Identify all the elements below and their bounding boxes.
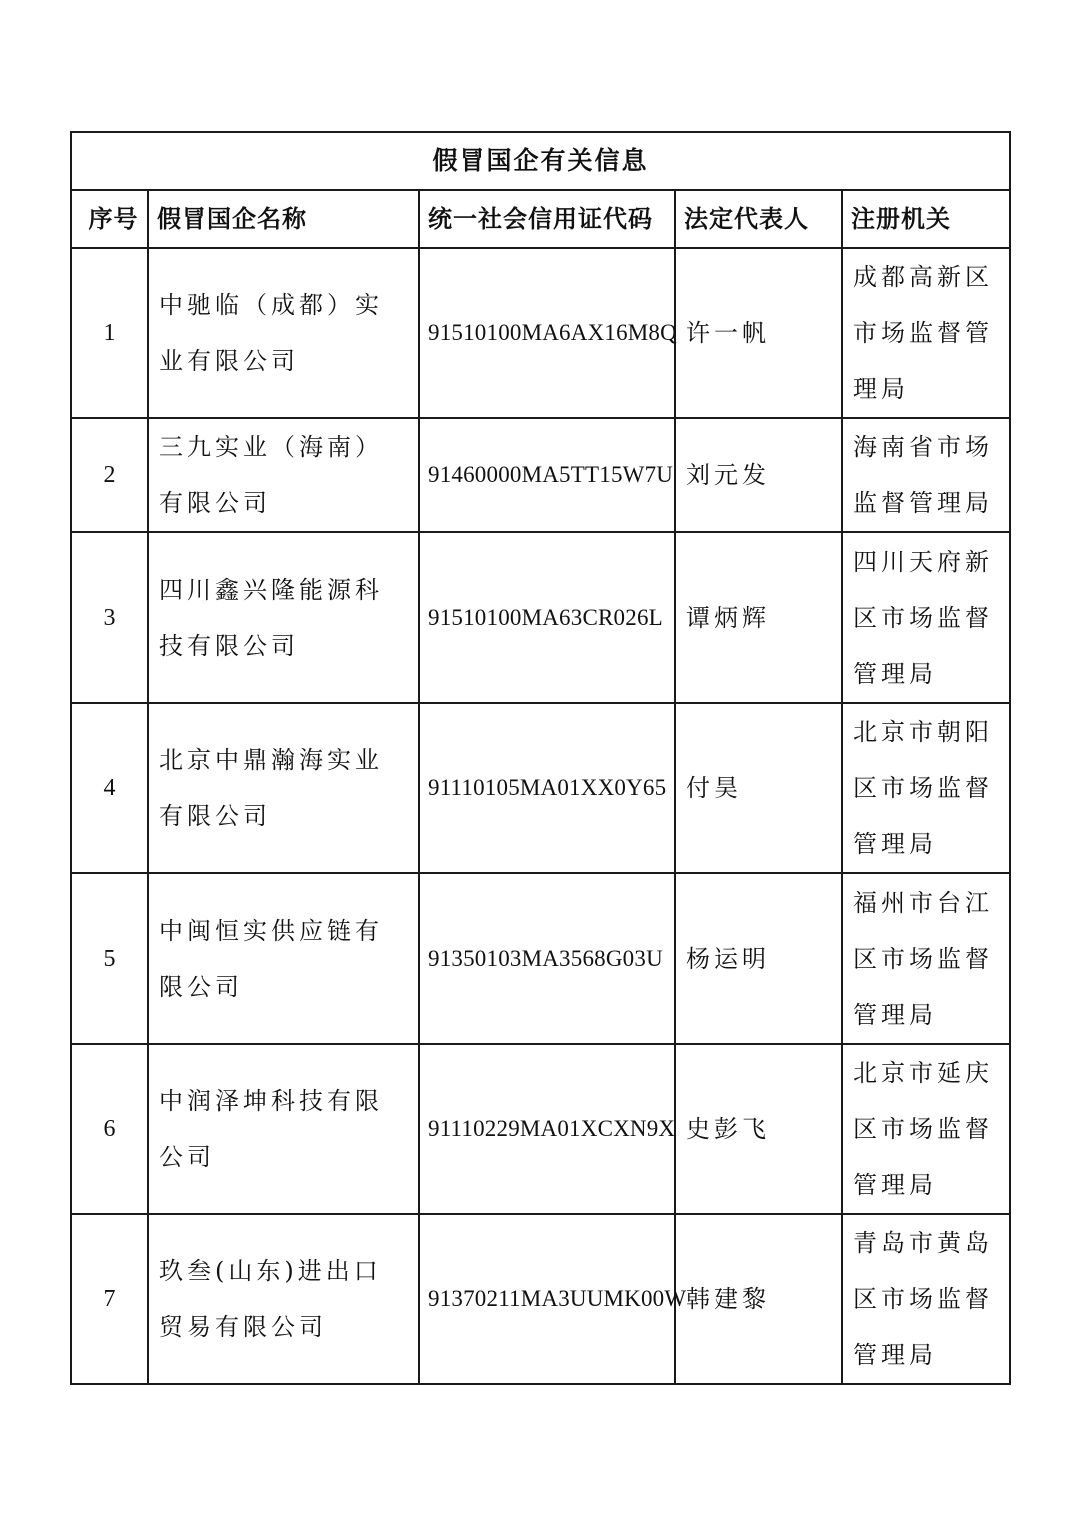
cell-registration-authority: 成都高新区市场监督管理局 — [842, 248, 1010, 418]
header-company-name: 假冒国企名称 — [148, 190, 419, 248]
table-row — [71, 1044, 1010, 1214]
header-registration-authority: 注册机关 — [842, 190, 1010, 248]
cell-serial-number: 6 — [71, 1044, 148, 1214]
cell-serial-number: 2 — [71, 418, 148, 532]
cell-legal-representative: 付昊 — [675, 703, 842, 873]
cell-serial-number: 3 — [71, 532, 148, 703]
cell-serial-number: 1 — [71, 248, 148, 418]
header-legal-representative: 法定代表人 — [675, 190, 842, 248]
fake-soe-info-table — [70, 131, 1011, 1385]
table-row — [71, 873, 1010, 1044]
table-row — [71, 1214, 1010, 1384]
cell-registration-authority: 海南省市场监督管理局 — [842, 418, 1010, 532]
table-row — [71, 248, 1010, 418]
table-row — [71, 703, 1010, 873]
cell-credit-code: 91510100MA6AX16M8Q — [419, 248, 675, 418]
cell-serial-number: 7 — [71, 1214, 148, 1384]
cell-credit-code: 91510100MA63CR026L — [419, 532, 675, 703]
cell-legal-representative: 许一帆 — [675, 248, 842, 418]
table-header-row — [71, 190, 1010, 248]
cell-credit-code: 91350103MA3568G03U — [419, 873, 675, 1044]
header-serial-number: 序号 — [71, 190, 148, 248]
cell-company-name: 中驰临（成都）实业有限公司 — [148, 248, 419, 418]
cell-legal-representative: 韩建黎 — [675, 1214, 842, 1384]
cell-legal-representative: 刘元发 — [675, 418, 842, 532]
cell-serial-number: 5 — [71, 873, 148, 1044]
cell-credit-code: 91110229MA01XCXN9X — [419, 1044, 675, 1214]
cell-credit-code: 91110105MA01XX0Y65 — [419, 703, 675, 873]
cell-registration-authority: 青岛市黄岛区市场监督管理局 — [842, 1214, 1010, 1384]
cell-credit-code: 91460000MA5TT15W7U — [419, 418, 675, 532]
cell-registration-authority: 四川天府新区市场监督管理局 — [842, 532, 1010, 703]
cell-company-name: 中闽恒实供应链有限公司 — [148, 873, 419, 1044]
cell-credit-code: 91370211MA3UUMK00W — [419, 1214, 675, 1384]
cell-legal-representative: 谭炳辉 — [675, 532, 842, 703]
cell-company-name: 中润泽坤科技有限公司 — [148, 1044, 419, 1214]
cell-company-name: 北京中鼎瀚海实业有限公司 — [148, 703, 419, 873]
cell-company-name: 三九实业（海南）有限公司 — [148, 418, 419, 532]
cell-registration-authority: 北京市朝阳区市场监督管理局 — [842, 703, 1010, 873]
cell-legal-representative: 杨运明 — [675, 873, 842, 1044]
cell-registration-authority: 福州市台江区市场监督管理局 — [842, 873, 1010, 1044]
table-title: 假冒国企有关信息 — [71, 132, 1010, 190]
header-credit-code: 统一社会信用证代码 — [419, 190, 675, 248]
cell-company-name: 玖叁(山东)进出口贸易有限公司 — [148, 1214, 419, 1384]
cell-legal-representative: 史彭飞 — [675, 1044, 842, 1214]
table-row — [71, 418, 1010, 532]
table-row — [71, 532, 1010, 703]
cell-company-name: 四川鑫兴隆能源科技有限公司 — [148, 532, 419, 703]
cell-registration-authority: 北京市延庆区市场监督管理局 — [842, 1044, 1010, 1214]
table-title-row — [71, 132, 1010, 190]
cell-serial-number: 4 — [71, 703, 148, 873]
